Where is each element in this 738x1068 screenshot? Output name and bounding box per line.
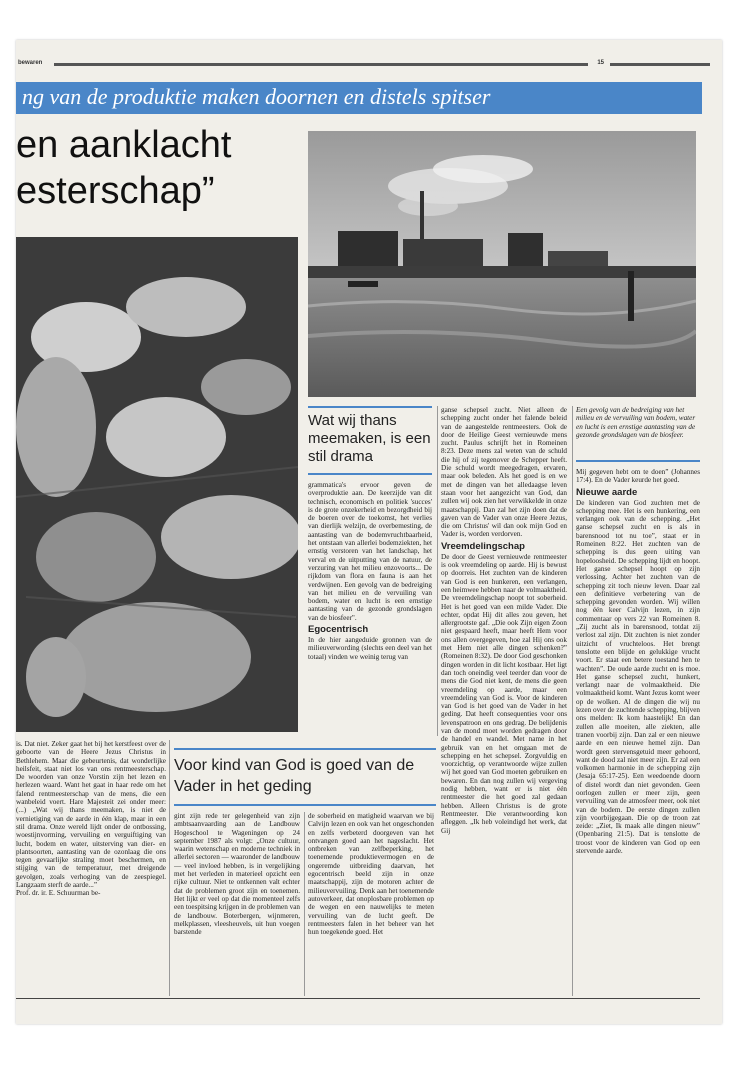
page-headline [16,122,306,214]
running-head [18,60,710,72]
paragraph: Mij gegeven hebt om te doen” (Johannes 17:4). En de Vader keurde het goed. [576,468,700,485]
column-divider [304,812,305,996]
article-column-mid-1 [308,481,432,733]
paragraph: Prof. dr. ir. E. Schuurman be- [16,889,101,898]
sub-headline: Voor kind van God is goed van de Vader in het geding [174,757,415,795]
subheading-nieuwe-aarde: Nieuwe aarde [576,486,638,498]
subheadline-rule-bottom [174,804,436,806]
section-banner: ng van de produktie maken doornen en distels spitser [16,82,702,114]
column-divider [572,406,573,996]
paragraph: In de hier aangeduide gronnen van de milieuverwording (slechts een deel van het totaal) vinden we weinig terug van [308,636,432,661]
column-divider [169,740,170,996]
page-number: 15 [597,60,604,66]
subheading-egocentrisch: Egocentrisch [308,624,369,636]
article-column-low-3 [308,812,434,996]
paragraph: De door de Geest vernieuwde rentmeester is ook vreemdeling op aarde. Hij is bewust op doorreis. Het zuchten van de kinderen van God is een hunkeren, een verlangen, een heimwee hebben naar de volmaaktheid. De vreemdelingschap noopt tot soberheid. Het is het goed van een milde Vader. Die echter, opdat Hij dit alles zou geven, het allergrootste gaf. „Die ook Zijn eigen Zoon niet gespaard heeft, maar heeft Hem voor ons allen overgegeven, hoe zal Hij ons ook met Hem niet alle dingen schenken?” (Romeinen 8:32). De door God geschonken dingen worden in dit licht kostbaar. Het ligt dan toch oneindig veel teerder dan voor de mens die God niet kent, de mens die geen vreemdeling op aarde, maar een vreemdeling van God is. Voor de kinderen van God is het goed van de Vader in het geding. Dat heeft consequenties voor ons levenspatroon en ons gedrag. De belijdenis van de mond moet worden gedragen door de handel en wandel. Met name in het gebruik van en het omgaan met de schepping en het schepsel. Zorgvuldig en voorzichtig, op verantwoorde wijze zullen wij het goed van God moeten gebruiken en bewaren. En dan nog zullen wij vergeving nodig hebben, want er is niet één rentmeester die het goed zal gedaan hebben. Alleen Christus is de grote Rentmeester. Die verantwoording kon afleggen. „Ik heb voleindigd het werk, dat Gij [441,552,567,835]
paragraph: grammatica's ervoor geven de overproduktie aan. De keerzijde van dit technisch, economisch en politiek 'succes' is de grote onzekerheid en bezorgdheid bij de boeren over de toekomst, het verlies van dierlijk welzijn, de overbemesting, de aantasting van de bodemvruchtbaarheid, het ontstaan van allerlei bodemziekten, het ernstig verstoren van het landschap, het verval en de uitputting van de natuur, de verzuring van het milieu enzovoorts... De rijkdom van flora en fauna is aan het verdwijnen. Een gevolg van de bedreiging van het milieu en de vervuiling van bodem, water en lucht is een ernstige aantasting van de gezonde grondslagen van de biosfeer". [308,481,432,622]
subheadline-rule-top [174,748,436,750]
paragraph: ganse schepsel zucht. Niet alleen de schepping zucht onder het falende beleid van de aangestelde rentmeesters. Ook de door de Heilige Geest vernieuwde mens zucht. Paulus schrijft het in Romeinen 8:23. Deze mens zal weten van de schuld die hij of zij tegenover de Schepper heeft. Die schuld wordt meegedragen, ervaren, maar ook beleden. Als het goed is en we met de dingen van het alledaagse leven staan voor het aangezicht van God, dan zullen wij ook zien het verwikkelde in onze maatschappij. Dan zal het zijn doen dat de gaven van de Vader van onze Heere Jezus, die om Christus' wil dan ook mijn God en Vader is, worden verdorven. [441,406,567,539]
paragraph: gint zijn rede ter gelegenheid van zijn ambtsaanvaarding aan de Landbouw Hogeschool te Wageningen op 24 september 1987 als volgt: „Onze cultuur, waarin wetenschap en moderne techniek in allerlei sectoren — waaronder de landbouw — veel invloed hebben, is in vergelijking met het verleden in materieel opzicht een rijke cultuur. Niet te ontkennen valt echter dat de problemen groot zijn en toenemen. Het lijkt er veel op dat die momenteel zelfs een toespitsing krijgen in de problemen van de landbouw. Boterbergen, wijnmeren, melkplassen, vleesheuvels, uit hun voegen barstende [174,812,300,937]
paragraph: is. Dat niet. Zeker gaat het bij het kerstfeest over de geboorte van de Heere Jezus Christus in Bethlehem. Maar die gebeurtenis, dat wonderlijke heilsfeit, staat niet los van ons rentmeesterschap. De woorden van onze Vorstin zijn het lezen en herlezen waard. Want het gaat in haar rede om het falend rentmeesterschap van de mens, die een wanbeleid voert. Hare Majesteit zei onder meer: (...) „Wat wij thans meemaken, is niet de vernietiging van de aarde in één klap, maar in een stil drama. Onze wereld lijdt onder de ontbossing, woestijnvorming, vervuiling en verguiftiging van lucht, bodem en water, uitsterving van dier- en plantsoorten, aantasting van de ozonlaag die ons tegen gevaarlijke straling moet beschermen, en stijging van de temperatuur, met dreigende gevolgen, zoals verhoging van de zeespiegel. Langzaam sterft de aarde...” [16,740,166,890]
quote-rule-top [308,406,432,408]
quote-rule-bottom [308,473,432,475]
column-divider [437,406,438,736]
factory-photo [308,131,696,397]
paragraph: De kinderen van God zuchten met de schepping mee. Het is een hunkering, een verlangen ook van de schepping. „Het ganse schepsel zucht en is als in barensnood tot nu toe”, staat er in Romeinen 8:22. Het zuchten van de schepping is dus geen uiting van hopeloosheid. De schepping lijdt en hoopt. Het ganse schepsel hoopt op zijn verlossing. Achter het zuchten van de schepping zit toch nieuw leven. Daar zal een definitieve verbetering van de schepping gevonden worden. Wij willen nog één keer Calvijn lezen, in zijn commentaar op vers 22 van Romeinen 8. „Zij zucht als in barensnood, totdat zij verlost zal zijn. Dit zuchten is niet zonder uitzicht of vruchteloos. Het brengt tenslotte een blijde en gelukkige vrucht voort. Er staat een betere toestand hen te wachten”. De oude aarde zucht en is moe. Het ganse schepsel zucht, hunkert, verlangt naar de volmaaktheid. Die volmaaktheid komt. Want Jezus komt weer op de wolken. Al de dingen die wij nu lezen over de zuchtende schepping, blijven ons melden: Ik kom haastelijk! En dan zullen alle moeiten, alle ziekten, alle tranen voorbij zijn. Dan zal er een nieuwe aarde en een nieuwe hemel zijn. Dan wordt geen stervensgetuid meer gehoord, want de dood zal niet meer zijn. Er zal een volkomen harmonie in de schepping zijn (Jesaja 65:17-25). Een weedoende doorn of distel wordt dan niet gevonden. Geen oorlogen zullen er meer zijn, geen vervuiling van de atmosfeer meer, ook niet van de bodem. De eerste dingen zullen zijn voorbijgegaan. Die op de troon zat zeide: „Ziet, Ik maak alle dingen nieuw” (Openbaring 21:5). Dat is tenslotte de troost voor de kinderen van God op een stervende aarde. [576,498,700,856]
running-head-left: bewaren [18,60,43,66]
article-column-low-2 [174,812,300,996]
pull-quote: Wat wij thans meemaken, is een stil drama [308,412,431,465]
headline-line-2: esterschap” [16,170,215,212]
italic-note: Een gevolg van de bedreiging van het milieu en de vervuiling van bodem, water en lucht is een ernstige aantasting van de gezonde grondslagen van de biosfeer. [576,406,696,439]
article-column-low-1 [16,740,166,996]
subheading-vreemdelingschap: Vreemdelingschap [441,540,525,552]
article-column-right [576,468,700,996]
running-head-rule [54,63,588,66]
stones-photo [16,237,298,732]
running-head-rule-right [610,63,710,66]
headline-line-1: en aanklacht [16,124,232,166]
article-column-mid-2 [441,406,567,996]
paragraph: de soberheid en matigheid waarvan we bij Calvijn lezen en ook van het ongeschonden en zelfs verbeterd doorgeven van het ontvangen goed aan het nageslacht. Het ontbreken van zelfbeperking, het toenemende produktievermogen en de ongeremde uitbreiding daarvan, het egocentrisch beeld zijn in onze maatschappij, zijn de motoren achter de milieuvervuiling. Denk aan het toenemende autoverkeer, dat onoplosbare problemen op de wegen en een nauwelijks te meten vervuiling van de lucht geeft. De rentmeesters falen in het beheer van het hun toegekende goed. Het [308,812,434,937]
bottom-rule [16,998,700,999]
note-rule [576,460,700,462]
newspaper-page [16,40,722,1024]
